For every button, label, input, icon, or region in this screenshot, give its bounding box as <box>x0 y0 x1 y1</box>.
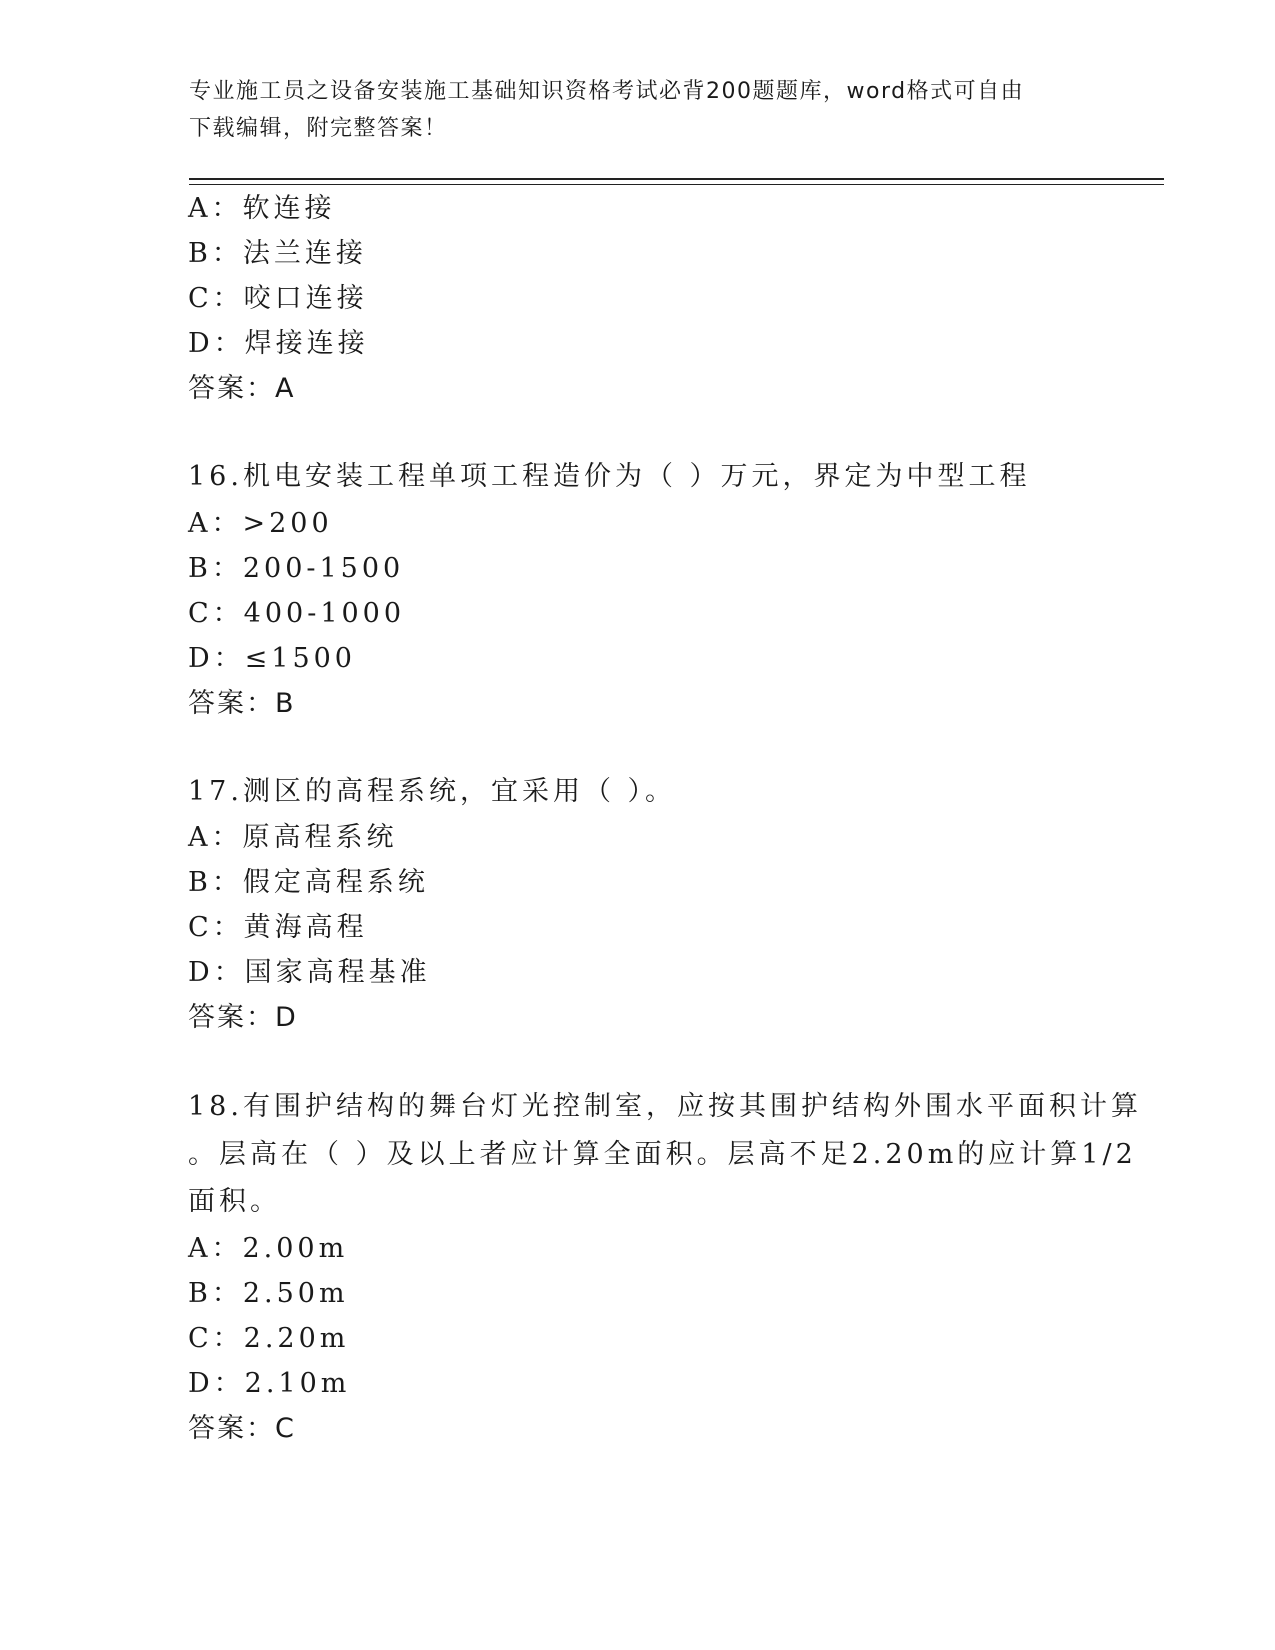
q18-question-line-2: 。层高在（ ）及以上者应计算全面积。层高不足2.20m的应计算1/2 <box>188 1139 1137 1170</box>
q15-option-c: C：咬口连接 <box>188 283 368 314</box>
document-header <box>189 73 1089 147</box>
q17-option-a: A：原高程系统 <box>188 822 398 853</box>
q17-answer: 答案：D <box>188 1002 298 1033</box>
q15-answer: 答案：A <box>188 373 296 404</box>
q18-option-d: D：2.10m <box>188 1368 351 1399</box>
q17-option-c: C：黄海高程 <box>188 912 368 943</box>
q18-option-b: B：2.50m <box>188 1278 349 1309</box>
q18-option-c: C：2.20m <box>188 1323 350 1354</box>
q15-option-a: A：软连接 <box>188 193 336 224</box>
q16-option-c: C：400-1000 <box>188 598 406 629</box>
header-line-2: 下载编辑，附完整答案！ <box>189 116 448 141</box>
q16-question: 16.机电安装工程单项工程造价为（ ）万元，界定为中型工程 <box>188 461 1031 492</box>
header-line-1: 专业施工员之设备安装施工基础知识资格考试必背200题题库，word格式可自由 <box>189 79 1025 104</box>
q15-option-b: B：法兰连接 <box>188 238 367 269</box>
q15-option-d: D：焊接连接 <box>188 328 369 359</box>
q18-question-line-3: 面积。 <box>188 1186 281 1217</box>
q16-option-b: B：200-1500 <box>188 553 405 584</box>
q17-question: 17.测区的高程系统，宜采用（ ）。 <box>188 776 677 807</box>
header-divider-thin <box>189 184 1164 185</box>
q17-option-d: D：国家高程基准 <box>188 957 431 988</box>
q16-option-a: A：>200 <box>188 508 333 539</box>
q16-option-d: D：≤1500 <box>188 643 356 674</box>
q16-answer: 答案：B <box>188 688 296 719</box>
q18-answer: 答案：C <box>188 1413 296 1444</box>
header-divider-thick <box>189 178 1164 180</box>
q17-option-b: B：假定高程系统 <box>188 867 429 898</box>
q18-question-line-1: 18.有围护结构的舞台灯光控制室，应按其围护结构外围水平面积计算 <box>188 1091 1142 1122</box>
q18-option-a: A：2.00m <box>188 1233 349 1264</box>
